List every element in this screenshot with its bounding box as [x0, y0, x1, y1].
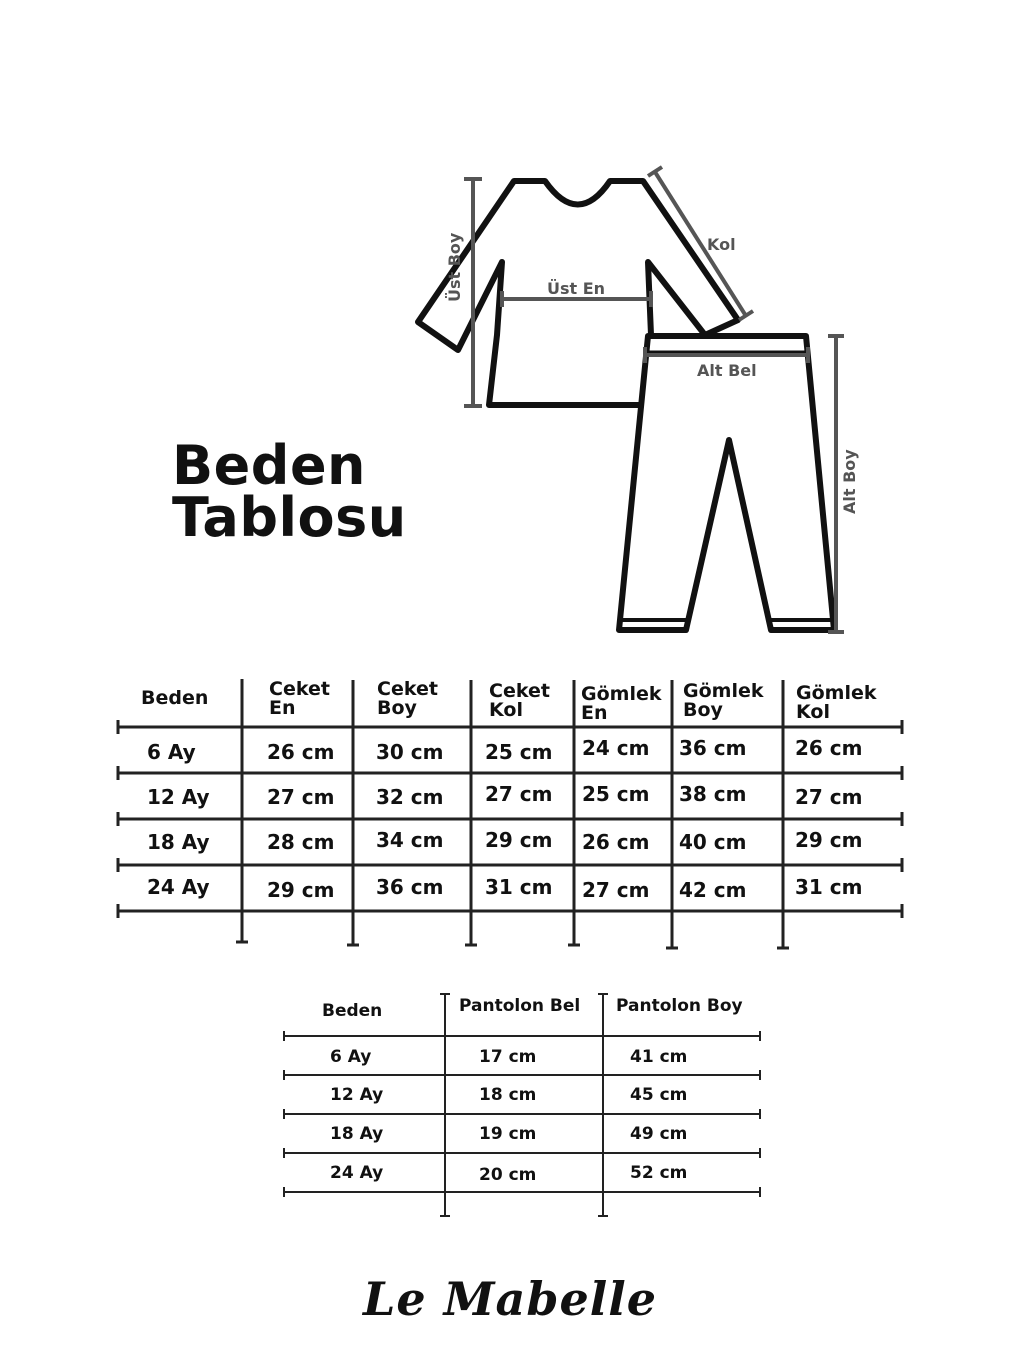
label-top-width: Üst En — [547, 279, 606, 298]
table1-header-gomlek-boy: Gömlek Boy — [683, 680, 764, 721]
table2-header-pantolon-boy: Pantolon Boy — [616, 996, 743, 1016]
trousers-outline — [619, 336, 834, 630]
table1-cell: 36 cm — [376, 875, 444, 899]
table1-cell: 40 cm — [679, 830, 747, 854]
table1-cell: 34 cm — [376, 828, 444, 852]
table2-cell: 12 Ay — [330, 1085, 384, 1105]
table2-cell: 19 cm — [479, 1124, 537, 1144]
table1-header-gomlek-en: Gömlek En — [581, 683, 662, 724]
table1-cell: 38 cm — [679, 782, 747, 806]
table1-cell: 29 cm — [485, 828, 553, 852]
table1-cell: 29 cm — [795, 828, 863, 852]
table1-cell: 31 cm — [795, 875, 863, 899]
table1-cell: 12 Ay — [147, 785, 210, 809]
table1-cell: 27 cm — [795, 785, 863, 809]
table1-cell: 28 cm — [267, 830, 335, 854]
table2-cell: 45 cm — [630, 1085, 688, 1105]
table1-cell: 26 cm — [795, 736, 863, 760]
table2-cell: 24 Ay — [330, 1163, 384, 1183]
table1-cell: 24 Ay — [147, 875, 210, 899]
table1-cell: 26 cm — [582, 830, 650, 854]
table2-cell: 6 Ay — [330, 1047, 372, 1067]
table2-cell: 18 cm — [479, 1085, 537, 1105]
label-bottom-length: Alt Boy — [840, 449, 859, 514]
table1-cell: 32 cm — [376, 785, 444, 809]
table1-cell: 27 cm — [582, 878, 650, 902]
label-bottom-waist: Alt Bel — [697, 361, 757, 380]
brand-logo: Le Mabelle — [363, 1272, 657, 1326]
table1-cell: 27 cm — [267, 785, 335, 809]
table1-cell: 24 cm — [582, 736, 650, 760]
table2-cell: 20 cm — [479, 1165, 537, 1185]
table1-cell: 30 cm — [376, 740, 444, 764]
title-line-1: Beden — [172, 434, 367, 497]
label-sleeve: Kol — [707, 235, 736, 254]
table2-cell: 17 cm — [479, 1047, 537, 1067]
table2-cell: 41 cm — [630, 1047, 688, 1067]
table2-cell: 18 Ay — [330, 1124, 384, 1144]
table1-cell: 36 cm — [679, 736, 747, 760]
table1-cell: 42 cm — [679, 878, 747, 902]
table1-cell: 25 cm — [485, 740, 553, 764]
table1-header-ceket-kol: Ceket Kol — [489, 680, 550, 721]
table1-cell: 6 Ay — [147, 740, 196, 764]
table2-header-pantolon-bel: Pantolon Bel — [459, 996, 581, 1016]
table1-header-ceket-boy: Ceket Boy — [377, 678, 438, 719]
table2-cell: 49 cm — [630, 1124, 688, 1144]
table2-header-beden: Beden — [322, 1001, 383, 1021]
label-top-length: Üst Boy — [445, 232, 464, 302]
table2-cell: 52 cm — [630, 1163, 688, 1183]
table1-cell: 25 cm — [582, 782, 650, 806]
table1-cell: 29 cm — [267, 878, 335, 902]
table1-cell: 18 Ay — [147, 830, 210, 854]
table1-header-gomlek-kol: Gömlek Kol — [796, 682, 877, 723]
table1-header-beden: Beden — [141, 687, 209, 709]
table1-cell: 27 cm — [485, 782, 553, 806]
table1-cell: 31 cm — [485, 875, 553, 899]
garment-diagram — [0, 0, 1020, 660]
page-title — [172, 434, 407, 549]
table1-header-ceket-en: Ceket En — [269, 678, 330, 719]
table1-cell: 26 cm — [267, 740, 335, 764]
title-line-2: Tablosu — [172, 486, 407, 549]
